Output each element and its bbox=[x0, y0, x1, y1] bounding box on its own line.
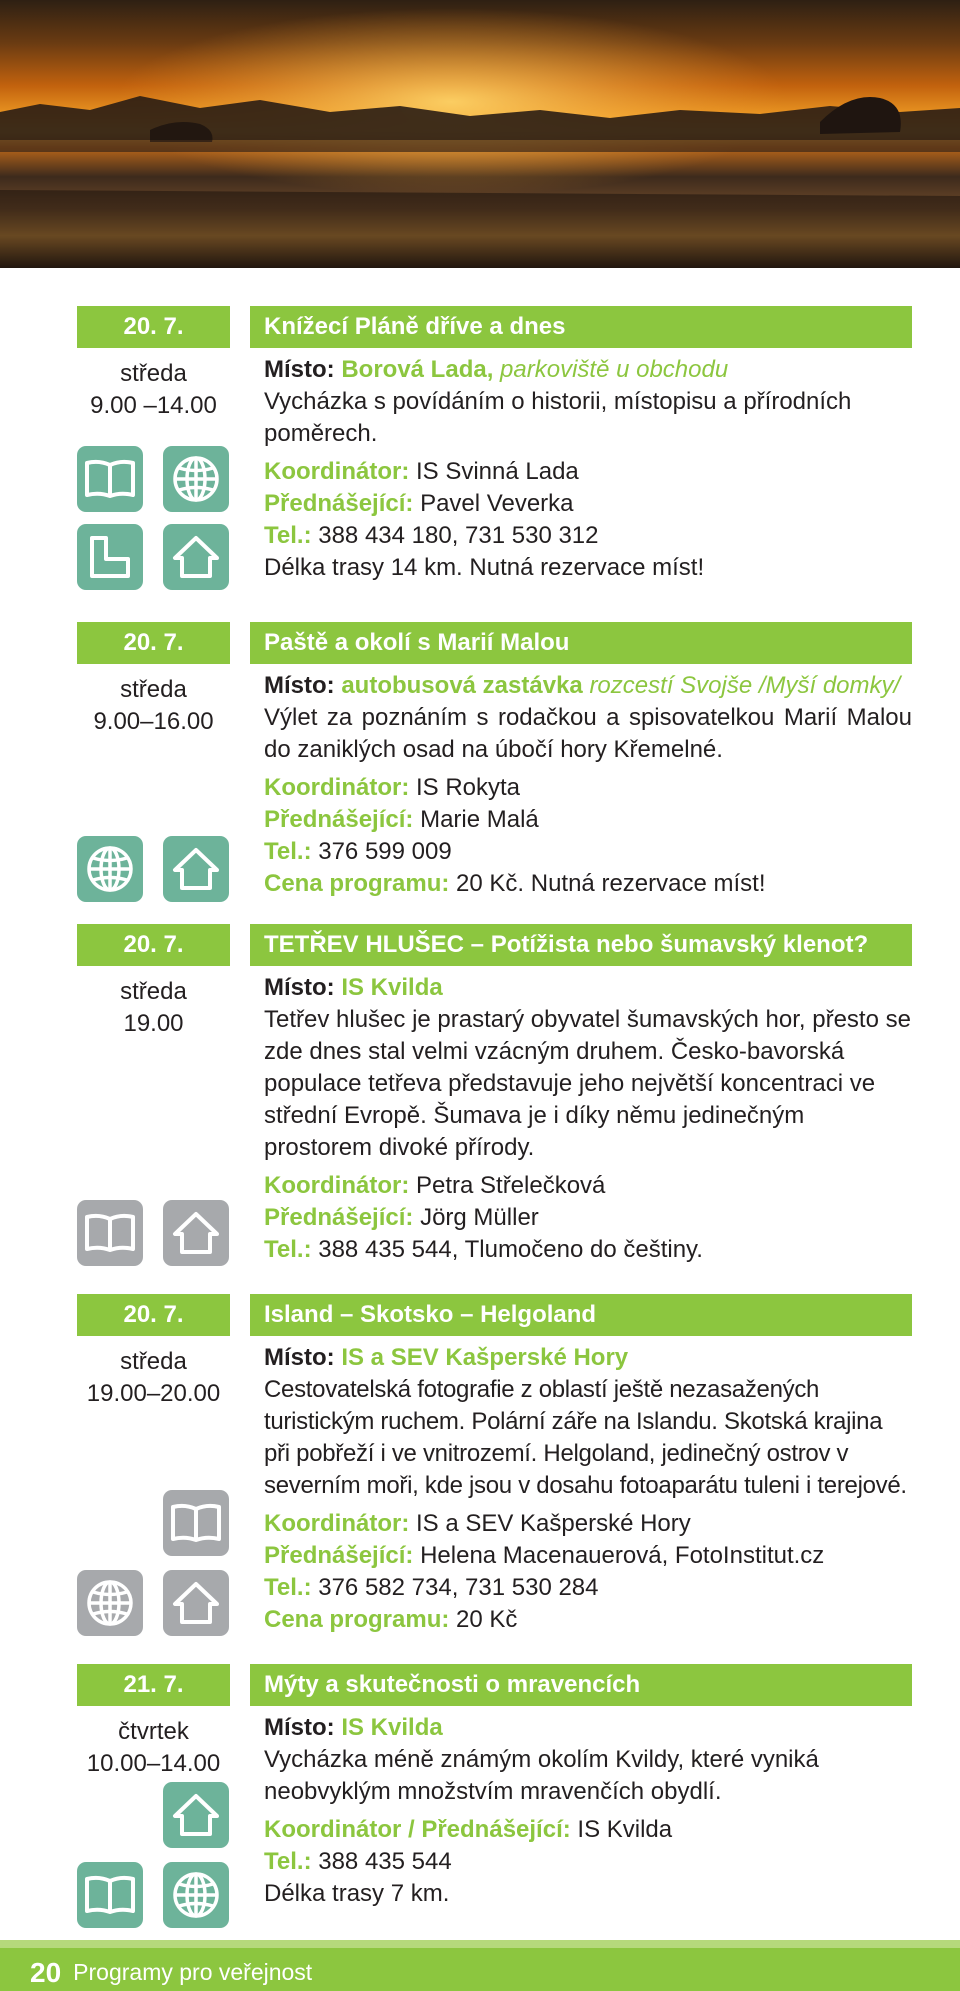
coordinator: IS Kvilda bbox=[577, 1816, 673, 1843]
place-line bbox=[264, 1712, 912, 1744]
book-icon bbox=[77, 1200, 143, 1266]
place-line bbox=[264, 972, 912, 1004]
coordinator: Petra Střelečková bbox=[415, 1172, 606, 1199]
time-range: 10.00–14.00 bbox=[86, 1750, 221, 1777]
speaker-label: Přednášející: bbox=[264, 490, 414, 517]
house-icon bbox=[163, 524, 229, 590]
globe-icon bbox=[163, 446, 229, 512]
section-name: Programy pro veřejnost bbox=[73, 1959, 313, 1985]
coordinator-line bbox=[264, 1814, 912, 1846]
speaker-label: Přednášející: bbox=[264, 1542, 414, 1569]
place-note: rozcestí Svojše /Myší domky/ bbox=[589, 672, 901, 699]
event-list bbox=[0, 268, 960, 1940]
description: Vycházka méně známým okolím Kvildy, které vyniká neobvyklým množstvím mravenčích obydlí. bbox=[264, 1746, 819, 1805]
date-badge: 21. 7. bbox=[77, 1664, 230, 1706]
house-icon bbox=[163, 1782, 229, 1848]
place-name: Borová Lada, bbox=[341, 356, 494, 383]
book-icon bbox=[77, 1862, 143, 1928]
weekday: středa bbox=[120, 676, 187, 703]
event-details bbox=[264, 1342, 912, 1636]
time-range: 19.00 bbox=[123, 1010, 184, 1037]
place-name: IS a SEV Kašperské Hory bbox=[341, 1344, 629, 1371]
event-details bbox=[264, 1712, 912, 1910]
speaker-line bbox=[264, 1202, 912, 1234]
tel-line bbox=[264, 836, 912, 868]
tel-label: Tel.: bbox=[264, 522, 312, 549]
book-icon bbox=[163, 1490, 229, 1556]
weekday: středa bbox=[120, 978, 187, 1005]
date-badge: 20. 7. bbox=[77, 622, 230, 664]
note: Délka trasy 14 km. Nutná rezervace míst! bbox=[264, 554, 705, 581]
hero-sunset-photo bbox=[0, 0, 960, 268]
tel-line bbox=[264, 1234, 912, 1266]
time-range: 9.00 –14.00 bbox=[90, 392, 217, 419]
speaker-line bbox=[264, 1540, 912, 1572]
place-line bbox=[264, 670, 912, 702]
event-title: Paště a okolí s Marií Malou bbox=[250, 622, 912, 664]
place-label: Místo: bbox=[264, 974, 335, 1001]
description: Tetřev hlušec je prastarý obyvatel šumavských hor, přesto se zde dnes stal velmi vzácným druhem. Česko-bavorská populace tetřeva představuje jeho největší koncentraci ve střední Evropě. Šumava je i díky němu jedinečným prostorem divoké přírody. bbox=[264, 1006, 911, 1161]
price-label: Cena programu: bbox=[264, 1606, 450, 1633]
speaker-label: Přednášející: bbox=[264, 1204, 414, 1231]
weekday: středa bbox=[120, 360, 187, 387]
day-and-time bbox=[77, 976, 230, 1040]
tel-label: Tel.: bbox=[264, 838, 312, 865]
time-range: 19.00–20.00 bbox=[86, 1380, 221, 1407]
event-details bbox=[264, 670, 912, 900]
speaker-label: Přednášející: bbox=[264, 806, 414, 833]
globe-icon bbox=[163, 1862, 229, 1928]
house-icon bbox=[163, 1570, 229, 1636]
price: 20 Kč bbox=[456, 1606, 518, 1633]
day-and-time bbox=[77, 1716, 230, 1780]
coordinator-line bbox=[264, 1508, 912, 1540]
tel: 376 582 734, 731 530 284 bbox=[318, 1574, 599, 1601]
coordinator: IS Rokyta bbox=[415, 774, 521, 801]
book-icon bbox=[77, 446, 143, 512]
note: Délka trasy 7 km. bbox=[264, 1880, 450, 1907]
place-line bbox=[264, 1342, 912, 1374]
tel-label: Tel.: bbox=[264, 1236, 312, 1263]
coordinator-label: Koordinátor: bbox=[264, 1510, 410, 1537]
tel: 388 435 544 bbox=[318, 1848, 452, 1875]
place-note: parkoviště u obchodu bbox=[500, 356, 729, 383]
coordinator: IS a SEV Kašperské Hory bbox=[415, 1510, 691, 1537]
coordinator-line bbox=[264, 1170, 912, 1202]
globe-icon bbox=[77, 1570, 143, 1636]
event-details bbox=[264, 972, 912, 1266]
coordinator: IS Svinná Lada bbox=[415, 458, 579, 485]
tel-label: Tel.: bbox=[264, 1574, 312, 1601]
tel: 388 434 180, 731 530 312 bbox=[318, 522, 599, 549]
event-title: TETŘEV HLUŠEC – Potížista nebo šumavský klenot? bbox=[250, 924, 912, 966]
price-line bbox=[264, 868, 912, 900]
coordinator-line bbox=[264, 456, 912, 488]
place-name: IS Kvilda bbox=[341, 1714, 443, 1741]
description: Vycházka s povídáním o historii, místopisu a přírodních poměrech. bbox=[264, 388, 852, 447]
place-label: Místo: bbox=[264, 1344, 335, 1371]
place-label: Místo: bbox=[264, 1714, 335, 1741]
tel-line bbox=[264, 520, 912, 552]
coordinator-label: Koordinátor: bbox=[264, 1172, 410, 1199]
weekday: čtvrtek bbox=[118, 1718, 189, 1745]
description: Cestovatelská fotografie z oblastí ještě nezasažených turistickým ruchem. Polární záře na Islandu. Skotská krajina při pobřeží i ve vnitrozemí. Helgoland, jedinečný ostrov v severním moři, kde jsou v dosahu fotoaparátu tuleni i terejové. bbox=[264, 1376, 907, 1499]
place-name: autobusová zastávka bbox=[341, 672, 583, 699]
coordinator-label: Koordinátor: bbox=[264, 774, 410, 801]
place-label: Místo: bbox=[264, 356, 335, 383]
event-title: Island – Skotsko – Helgoland bbox=[250, 1294, 912, 1336]
day-and-time bbox=[77, 358, 230, 422]
weekday: středa bbox=[120, 1348, 187, 1375]
place-line bbox=[264, 354, 912, 386]
page-number: 20 bbox=[30, 1956, 62, 1988]
trail-icon bbox=[77, 524, 143, 590]
event-details bbox=[264, 354, 912, 584]
coordinator-line bbox=[264, 772, 912, 804]
day-and-time bbox=[77, 1346, 230, 1410]
price: 20 Kč. Nutná rezervace míst! bbox=[456, 870, 766, 897]
date-badge: 20. 7. bbox=[77, 306, 230, 348]
price-label: Cena programu: bbox=[264, 870, 450, 897]
page-footer bbox=[0, 1940, 960, 1991]
time-range: 9.00–16.00 bbox=[93, 708, 214, 735]
tel-label: Tel.: bbox=[264, 1848, 312, 1875]
house-icon bbox=[163, 836, 229, 902]
footer-stripe bbox=[0, 1940, 960, 1948]
place-name: IS Kvilda bbox=[341, 974, 443, 1001]
hero-landscape bbox=[0, 0, 960, 268]
day-and-time bbox=[77, 674, 230, 738]
tel-line bbox=[264, 1846, 912, 1878]
tel-line bbox=[264, 1572, 912, 1604]
event-title: Knížecí Pláně dříve a dnes bbox=[250, 306, 912, 348]
place-label: Místo: bbox=[264, 672, 335, 699]
tel: 388 435 544, Tlumočeno do češtiny. bbox=[318, 1236, 703, 1263]
tel: 376 599 009 bbox=[318, 838, 452, 865]
event-title: Mýty a skutečnosti o mravencích bbox=[250, 1664, 912, 1706]
speaker: Jörg Müller bbox=[420, 1204, 539, 1231]
coordinator-label: Koordinátor: bbox=[264, 458, 410, 485]
speaker: Helena Macenauerová, FotoInstitut.cz bbox=[420, 1542, 825, 1569]
coordinator-label: Koordinátor / Přednášející: bbox=[264, 1816, 571, 1843]
speaker-line bbox=[264, 804, 912, 836]
speaker: Pavel Veverka bbox=[420, 490, 574, 517]
house-icon bbox=[163, 1200, 229, 1266]
price-line bbox=[264, 1604, 912, 1636]
date-badge: 20. 7. bbox=[77, 1294, 230, 1336]
description: Výlet za poznáním s rodačkou a spisovatelkou Marií Malou do zaniklých osad na úbočí hory Křemelné. bbox=[264, 704, 912, 763]
globe-icon bbox=[77, 836, 143, 902]
date-badge: 20. 7. bbox=[77, 924, 230, 966]
speaker: Marie Malá bbox=[420, 806, 539, 833]
speaker-line bbox=[264, 488, 912, 520]
